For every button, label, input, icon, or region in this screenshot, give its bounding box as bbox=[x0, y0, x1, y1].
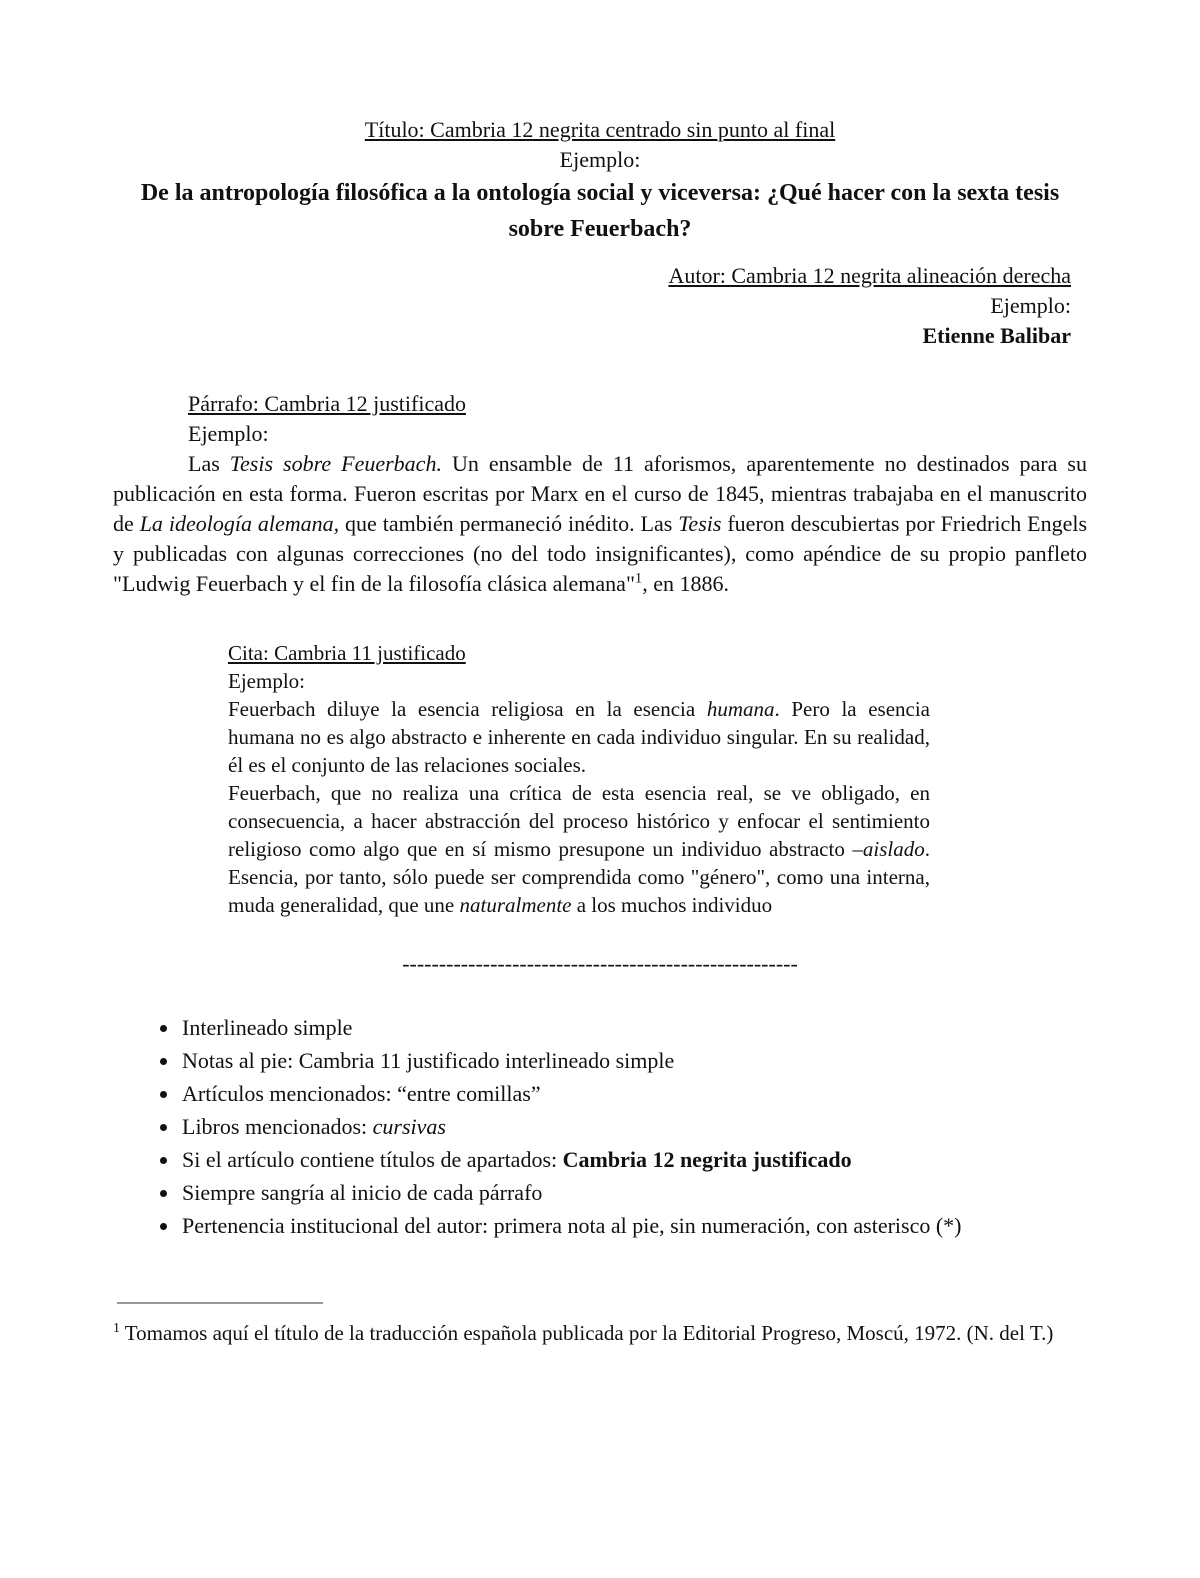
guideline-item-6: • Siempre sangría al inicio de cada párrafo bbox=[180, 1176, 992, 1209]
quote-example-label: Ejemplo: bbox=[228, 669, 305, 693]
footnote-separator bbox=[117, 1302, 323, 1304]
dashed-divider: ------------------------------------------------------ bbox=[402, 951, 798, 976]
paragraph-example-label: Ejemplo: bbox=[188, 421, 269, 446]
author-name: Etienne Balibar bbox=[922, 323, 1071, 348]
example-paragraph: Las Tesis sobre Feuerbach. Un ensamble de 11 aforismos, aparentemente no destinados para su publicación en esta forma. Fueron escritas por Marx en el curso de 1845, mientras trabajaba en el manuscrito de La ideología alemana, que también permaneció inédito. Las Tesis fueron descubiertas por Friedrich Engels y publicadas con algunas correcciones (no del todo insignificantes), como apéndice de su propio panfleto "Ludwig Feuerbach y el fin de la filosofía clásica alemana"$^1$, en 1886. bbox=[113, 451, 1088, 596]
paragraph-style-spec: Párrafo: Cambria 12 justificado bbox=[188, 391, 466, 416]
paragraph-section bbox=[113, 389, 1087, 599]
guideline-item-2: • Notas al pie: Cambria 11 justificado interlineado simple bbox=[180, 1044, 992, 1077]
guideline-item-4: • Libros mencionados: cursivas bbox=[180, 1110, 992, 1143]
quote-paragraph-2: Feuerbach, que no realiza una crítica de esta esencia real, se ve obligado, en consecuencia, a hacer abstracción del proceso histórico y enfocar el sentimiento religioso como algo que en sí mismo presupone un individuo abstracto –aislado. Esencia, por tanto, sólo puede ser comprendida como "género", como una interna, muda generalidad, que une naturalmente a los muchos individuo bbox=[228, 781, 930, 917]
guideline-item-5: • Si el artículo contiene títulos de apartados: Cambria 12 negrita justificado bbox=[180, 1143, 992, 1176]
guideline-item-7: • Pertenencia institucional del autor: primera nota al pie, sin numeración, con asterisco (*) bbox=[180, 1209, 992, 1242]
author-style-spec: Autor: Cambria 12 negrita alineación derecha bbox=[668, 263, 1071, 288]
author-block bbox=[113, 261, 1087, 351]
guideline-item-1: • Interlineado simple bbox=[180, 1011, 992, 1044]
quote-section bbox=[228, 639, 930, 919]
guidelines-list bbox=[113, 1011, 1087, 1242]
guideline-item-3: • Artículos mencionados: “entre comillas” bbox=[180, 1077, 992, 1110]
article-title: De la antropología filosófica a la ontología social y viceversa: ¿Qué hacer con la sexta tesis sobre Feuerbach? bbox=[140, 180, 1060, 242]
title-style-spec: Título: Cambria 12 negrita centrado sin punto al final bbox=[364, 117, 836, 142]
footnote-text: $^1$ Tomamos aquí el título de la traducción española publicada por la Editorial Progreso, Moscú, 1972. (N. del T.) bbox=[113, 1320, 1054, 1345]
title-example-label: Ejemplo: bbox=[559, 147, 641, 172]
quote-style-spec: Cita: Cambria 11 justificado bbox=[228, 641, 466, 665]
footnote-area bbox=[113, 1302, 1087, 1349]
author-example-label: Ejemplo: bbox=[990, 293, 1071, 318]
quote-paragraph-1: Feuerbach diluye la esencia religiosa en la esencia humana. Pero la esencia humana no es algo abstracto e inherente en cada individuo singular. En su realidad, él es el conjunto de las relaciones sociales. bbox=[228, 697, 930, 777]
